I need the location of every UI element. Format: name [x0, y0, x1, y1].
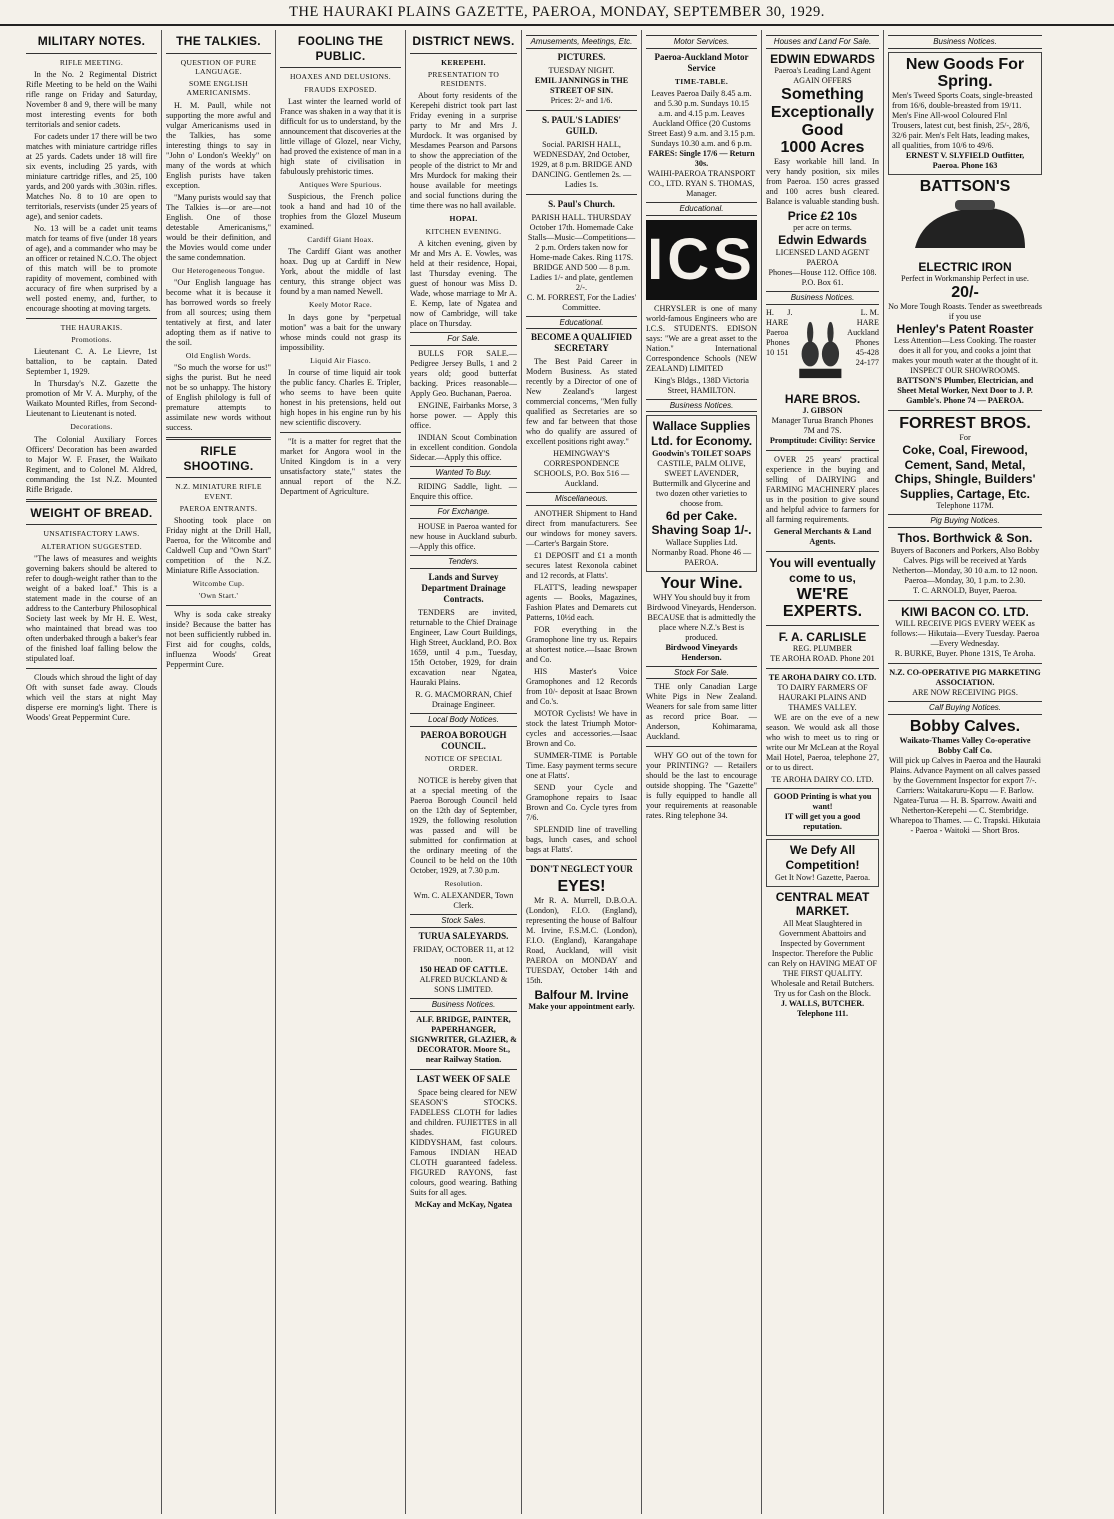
secretary-heading: BECOME A QUALIFIED SECRETARY: [530, 332, 633, 354]
pictures-film: EMIL JANNINGS in THE STREET OF SIN.: [534, 75, 629, 95]
section-educational: Educational.: [646, 202, 757, 216]
hare-manager: Manager Turua Branch Phones 7M and 7S.: [771, 416, 874, 436]
carlisle-trade: REG. PLUMBER: [792, 644, 853, 654]
motor-heading: Paeroa-Auckland Motor Service: [654, 51, 749, 73]
headline-the-talkies: THE TALKIES.: [176, 34, 261, 48]
paragraph: Shooting took place on Friday night at the Drill Hall, Paeroa, for the Witcombe and Caldwell Cup and "Own Start" competition of the N.Z. Miniature Rifle Association.: [166, 516, 271, 576]
council-text: NOTICE is hereby given that at a special meeting of the Paeroa Borough Council held on the 12th day of September, 1929, the following resolution was passed and will be submitted for confirmation at the ordinary meeting of the Council to be held on the 10th October, 1929, at 7.30 p.m.: [410, 775, 517, 875]
subhead-haurakis: THE HAURAKIS.: [60, 322, 123, 332]
column-7: [762, 30, 884, 1514]
coop-heading: N.Z. CO-OPERATIVE PIG MARKETING ASSOCIATION.: [889, 668, 1041, 688]
paragraph: Suspicious, the French police took a hand and had 10 of the trophies from the Glozel Museum examined.: [280, 192, 401, 231]
motor-fares: FARES: Single 17/6 — Return 30s.: [648, 148, 755, 168]
section-motor: Motor Services.: [646, 35, 757, 49]
subhead-unsatisfactory-laws: UNSATISFACTORY LAWS.: [43, 529, 140, 539]
hare-row: [766, 308, 879, 392]
subhead: Old English Words.: [185, 350, 252, 360]
wine-text: WHY You should buy it from Birdwood Vineyards, Henderson. BECAUSE that is admittedly the place where N.Z.'s Best is produced.: [646, 592, 757, 642]
edwards-terms: per acre on terms.: [793, 223, 852, 233]
classified-ad: SPLENDID line of travelling bags, lunch cases, and school bags at Flatts'.: [526, 825, 637, 855]
hare-merchants: General Merchants & Land Agents.: [773, 527, 872, 547]
section-amusements: Amusements, Meetings, Etc.: [526, 35, 637, 49]
hare-brand: HARE BROS.: [784, 391, 861, 406]
subhead: Liquid Air Fiasco.: [310, 355, 371, 365]
paragraph: "So much the worse for us!" sighs the purist. But he need not be so unhappy. The history of English philology is full of premature attempts to assimilate new words without success.: [166, 363, 271, 433]
tender-signature: R. G. MACMORRAN, Chief Drainage Engineer.: [415, 689, 512, 709]
wallace-shaving: Shaving Soap 1/-.: [651, 523, 752, 538]
section-wanted: Wanted To Buy.: [410, 466, 517, 480]
edwards-tagline: Paeroa's Leading Land Agent AGAIN OFFERS: [774, 66, 871, 86]
forrest-for: For: [959, 432, 971, 442]
saleyards-date: FRIDAY, OCTOBER 11, at 12 noon.: [413, 944, 514, 964]
ics-text: CHRYSLER is one of many world-famous Engineers who are I.C.S. STUDENTS. EDISON says: "We are a great asset to the Nation." International Correspondence Schools (NEW ZEALAND) LIMITED: [646, 303, 757, 373]
paragraph: Lieutenant C. A. Le Lievre, 1st battalion, to be captain. Dated September 1, 1929.: [26, 347, 157, 377]
eyes-heading: DON'T NEGLECT YOUR: [530, 864, 633, 875]
battson-signature: BATTSON'S Plumber, Electrician, and Sheet Metal Worker, Next Door to J. P. Gamble's. Phone 74 — PAEROA.: [896, 376, 1034, 406]
church-signature: C. M. FORREST, For the Ladies' Committee.: [526, 292, 637, 312]
edwards-headline: Something Exceptionally Good: [770, 86, 875, 139]
carlisle-address: TE AROHA ROAD. Phone 201: [770, 654, 875, 664]
section-for-sale: For Sale.: [410, 332, 517, 346]
classified-ad: £1 DEPOSIT and £1 a month secures latest Rexonola cabinet and 12 records, at Flatts'.: [526, 551, 637, 581]
section-business: Business Notices.: [766, 291, 879, 305]
section-stock-sales: Stock Sales.: [410, 914, 517, 928]
forrest-heading: FORREST BROS.: [899, 415, 1031, 433]
column-1: [22, 30, 162, 1514]
church-heading: S. Paul's Church.: [548, 198, 615, 209]
headline-weight-of-bread: WEIGHT OF BREAD.: [30, 505, 153, 520]
wallace-ad: [646, 415, 757, 572]
subhead-alteration: ALTERATION SUGGESTED.: [41, 541, 142, 551]
subhead: KITCHEN EVENING.: [425, 226, 502, 236]
sale-text: Space being cleared for NEW SEASON'S STOCKS. FADELESS CLOTH for ladies and children. FUJIETTES in all shades. FIGURED KIDDYSHAM, fast colours. Famous INDIAN HEAD CLOTH guaranteed fadeless. FIGURED RAYONS, fast colours, good wearing. Bathing Suits for all ages.: [410, 1087, 517, 1197]
slyfield-text: Men's Tweed Sports Coats, single-breasted from 16/6, double-breasted from 19/11. Men's Fine All-wool Coloured Flnl Trousers, latest cut, best finish, 25/-, 28/6, 32/6 pair. Men's Felt Hats, leading makes, all qualities, from 10/6 to 49/6.: [892, 90, 1033, 150]
guild-text: Social. PARISH HALL, WEDNESDAY, 2nd October, 1929, at 8 p.m. BRIDGE AND DANCING. Gentlemen 2s. — Ladies 1s.: [531, 139, 632, 189]
iron-icon: [895, 198, 1035, 258]
motor-timetable: TIME-TABLE.: [674, 76, 729, 86]
borthwick-heading: Thos. Borthwick & Son.: [897, 531, 1033, 546]
tender-heading: Lands and Survey Department Drainage Contracts.: [421, 571, 506, 604]
calves-heading: Bobby Calves.: [909, 718, 1021, 736]
paragraph: "Our English language has become what it is because it has borrowed words so freely from all sources; using them tentatively at first, and later adopting them as if native to the soil.: [166, 277, 271, 347]
rabbit-logo-icon: [793, 310, 848, 390]
edwards-title: LICENSED LAND AGENT PAEROA: [775, 248, 870, 267]
classified-ad: BULLS FOR SALE.—Pedigree Jersey Bulls, 1 and 2 years old; good butterfat backing. Prices reasonable—Apply Geo. Buchanan, Paeroa.: [410, 348, 517, 398]
ics-logo: ICS: [646, 220, 757, 300]
classified-ad: SEND your Cycle and Gramophone repairs to Isaac Brown and Co. Cycle tyres from 7/6.: [526, 783, 637, 823]
battson-text: No More Tough Roasts. Tender as sweetbreads if you use: [888, 301, 1042, 321]
battson-roaster-text: Less Attention—Less Cooking. The roaster does it all for you, and cooks a joint that makes your mouth water at the thought of it. INSPECT OUR SHOWROOMS.: [892, 336, 1038, 376]
secretary-text: The Best Paid Career in Modern Business. As stated recently by a Director of one of New Zealand's largest commercial concerns, "Men fully qualified as Secretaries are so few and far between that those who do qualify are assured of excellent positions right away.": [526, 357, 637, 447]
slyfield-heading: New Goods For Spring.: [905, 55, 1025, 91]
classified-ad: FLATT'S, leading newspaper agents — Books, Magazines, Fashion Plates and Demarets cut Patterns, 10½d each.: [526, 583, 637, 623]
paragraph: A kitchen evening, given by Mr and Mrs A. E. Vowles, was held at their residence, Hopai, last Thursday evening. The guest of honour was Miss D. Wade, whose marriage to Mr A. E. Kemp, late of Ngatea and now of Cambridge, will take place on Thursday.: [410, 238, 517, 328]
printing-line-1: GOOD Printing is what you want!: [773, 792, 872, 812]
classified-ad: SUMMER-TIME is Portable Time. Easy payment terms secure one at Flatts'.: [526, 751, 637, 781]
coop-text: ARE NOW RECEIVING PIGS.: [912, 688, 1018, 698]
kiwi-signature: R. BURKE, Buyer. Phone 131S, Te Aroha.: [894, 649, 1036, 659]
classified-ad: HOUSE in Paeroa wanted for new house in Auckland suburb.—Apply this office.: [410, 522, 517, 552]
borthwick-signature: T. C. ARNOLD, Buyer, Paeroa.: [913, 585, 1017, 595]
battson-heading: BATTSON'S: [919, 177, 1011, 195]
hare-slogan: Promptitude: Civility: Service: [769, 436, 876, 446]
dairy-heading: TE AROHA DAIRY CO. LTD.: [768, 673, 877, 683]
saleyards-heading: TURUA SALEYARDS.: [418, 930, 509, 941]
pictures-day: TUESDAY NIGHT.: [548, 65, 615, 75]
paragraph: The Colonial Auxiliary Forces Officers' Decoration has been awarded to Major W. F. Fraser, the Waikato Regiment, and to Colonel M. Aldred, commanding the 1st N.Z. Mounted Rifle Brigade.: [26, 434, 157, 494]
secretary-signature: HEMINGWAY'S CORRESPONDENCE SCHOOLS, P.O. Box 516 — Auckland.: [533, 449, 630, 489]
ics-address: King's Bldgs., 138D Victoria Street, HAMILTON.: [654, 375, 749, 395]
edwards-acres: 1000 Acres: [780, 139, 865, 157]
edwards-name: Edwin Edwards: [778, 233, 867, 248]
subhead: Antiques Were Spurious.: [299, 179, 382, 189]
subhead: N.Z. MINIATURE RIFLE EVENT.: [175, 482, 262, 501]
section-stock: Stock For Sale.: [646, 666, 757, 680]
wallace-soaps: Goodwin's TOILET SOAPS: [652, 448, 751, 458]
subhead: Our Heterogeneous Tongue.: [171, 265, 266, 275]
hare-left: H. J. HARE Paeroa Phones 10 151: [766, 307, 793, 357]
competition-ad: [766, 839, 879, 886]
paragraph: In Thursday's N.Z. Gazette the promotion of Mr V. A. Murphy, of the Waikato Mounted Rifles, from Second-Lieutenant to Lieutenant is noted.: [26, 379, 157, 419]
pictures-prices: Prices: 2/- and 1/6.: [550, 95, 613, 105]
kiwi-text: WILL RECEIVE PIGS EVERY WEEK as follows:— Hikutaia—Every Tuesday. Paeroa—Every Wednesday.: [890, 619, 1040, 649]
paragraph: About forty residents of the Kerepehi district took part last Friday evening in a surprise party to Mr and Mrs J. Murdock. It was organised by Mesdames Pearson and Parsons to show the appreciation of the people of the district to Mr and Mrs Murdock for making their house available for meetings and social functions during the time there was no hall available.: [410, 91, 517, 211]
saleyards-signature: ALFRED BUCKLAND & SONS LIMITED.: [419, 974, 508, 994]
subhead: PRESENTATION TO RESIDENTS.: [427, 69, 500, 89]
paragraph: H. M. Paull, while not supporting the more awful and vulgar Americanisms used in the Talkies, has some interesting things to say in "John o' London's Weekly" on many of the words at which English purists have taken exception.: [166, 100, 271, 190]
section-business: Business Notices.: [410, 998, 517, 1012]
subhead: FRAUDS EXPOSED.: [304, 84, 377, 94]
masthead: THE HAURAKI PLAINS GAZETTE, PAEROA, MONDAY, SEPTEMBER 30, 1929.: [0, 0, 1114, 26]
subhead: Keely Motor Race.: [308, 300, 373, 310]
experts-line: You will eventually come to us,: [769, 556, 876, 585]
column-2: [162, 30, 276, 1514]
column-3: [276, 30, 406, 1514]
sale-signature: McKay and McKay, Ngatea: [414, 1199, 513, 1209]
saleyards-cattle: 150 HEAD OF CATTLE.: [419, 964, 508, 974]
slyfield-ad: [888, 52, 1042, 175]
edwards-heading: EDWIN EDWARDS: [770, 51, 875, 66]
subhead-rifle-meeting: RIFLE MEETING.: [59, 57, 124, 67]
eyes-signature: Balfour M. Irvine: [534, 987, 629, 1002]
wine-signature: Birdwood Vineyards Henderson.: [665, 642, 738, 662]
experts-heading: WE'RE EXPERTS.: [782, 585, 863, 621]
council-heading: PAEROA BOROUGH COUNCIL.: [420, 729, 507, 751]
paragraph: In course of time liquid air took the public fancy. Charles E. Tripler, who seems to have been quite honest in his pretensions, held out high hopes in his engine run by his new scientific discovery.: [280, 367, 401, 427]
section-local-body: Local Body Notices.: [410, 713, 517, 727]
eyes-big: EYES!: [557, 878, 606, 896]
section-tenders: Tenders.: [410, 555, 517, 569]
printing-ad: [766, 788, 879, 836]
column-5: [522, 30, 642, 1514]
motor-text: Leaves Paeroa Daily 8.45 a.m. and 5.30 p.m. Sundays 10.15 a.m. and 4.15 p.m. Leaves Auckland Office (20 Customs Street East) 9 a.m. and 3.15 p.m. Sundays 10.30 a.m. and 6 p.m.: [647, 88, 756, 148]
section-educational: Educational.: [526, 316, 637, 330]
kiwi-heading: KIWI BACON CO. LTD.: [901, 604, 1029, 619]
newspaper-columns: [22, 30, 1104, 1514]
section-business: Business Notices.: [646, 399, 757, 413]
borthwick-text: Buyers of Baconers and Porkers, Also Bobby Calves. Pigs will be received at Yards Netherton—Monday, 30 10 a.m. to 12 noon. Paeroa—Monday, 30, 1 p.m. to 2.30.: [890, 545, 1040, 585]
dairy-text: WE are on the eve of a new season. We would ask all those who wish to meet us to ring or write our Mr McLean at the Royal Mail Hotel, Paeroa, telephone 27, or to us direct.: [766, 713, 879, 773]
dairy-subhead: TO DAIRY FARMERS OF HAURAKI PLAINS AND THAMES VALLEY.: [777, 683, 868, 713]
paragraph: No. 13 will be a cadet unit teams match for teams of five (under 18 years of age), and a commander who may be an officer or retained N.C.O. The object of this match will be to promote rapidity of movement, combined with accuracy of fire when surprised by a well posted enemy, and, further, to encourage shooting at moving targets.: [26, 223, 157, 313]
classified-ad: RIDING Saddle, light. — Enquire this office.: [410, 482, 517, 502]
eyes-appointment: Make your appointment early.: [528, 1002, 635, 1012]
classified-ad: MOTOR Cyclists! We have in stock the latest Triumph Motor-cycles and accessories.—Isaac Brown and Co.: [526, 709, 637, 749]
headline-military-notes: MILITARY NOTES.: [37, 34, 146, 48]
paragraph: For cadets under 17 there will be two matches with miniature cartridge rifles at 25 yards. Cadets under 18 will fire six events, including 25 yards, with miniature cartridge rifles, and 25, 100 yards, and 200 yards with .303in. rifles. Matches No. 8 to 10 are open to territorials, reservists (under 25 years of age), and senior cadets.: [26, 131, 157, 221]
competition-heading: We Defy All Competition!: [785, 843, 860, 873]
pictures-heading: PICTURES.: [557, 51, 606, 62]
subhead: 'Own Start.': [198, 591, 239, 601]
paragraph: "It is a matter for regret that the market for Angora wool in the United Kingdom is in a very unsatisfactory state," states the annual report of the N.Z. Department of Agriculture.: [280, 436, 401, 496]
section-calf-buying: Calf Buying Notices.: [888, 701, 1042, 715]
column-8: [884, 30, 1046, 1514]
subhead: Cardiff Giant Hoax.: [307, 235, 374, 244]
printing-line-2: IT will get you a good reputation.: [784, 812, 861, 832]
carlisle-heading: F. A. CARLISLE: [778, 629, 867, 644]
classified-ad: HIS Master's Voice Gramophones and 12 Records from 10/- deposit at Isaac Brown and Co.'s.: [526, 667, 637, 707]
paragraph: In the No. 2 Regimental District Rifle Meeting to be held on the Waihi rifle range on Friday and Saturday, November 8 and 9, there will be many most interesting events for both territorials and senior cadets.: [26, 69, 157, 129]
paragraph: In days gone by "perpetual motion" was a bait for the unwary whose minds could not grasp its impossibility.: [280, 312, 401, 352]
subhead: PAEROA ENTRANTS.: [179, 503, 258, 513]
council-subhead: NOTICE OF SPECIAL ORDER.: [424, 754, 503, 773]
council-resolution: Resolution.: [444, 878, 483, 888]
meat-text: All Meat Slaughtered in Government Abattoirs and Inspected by Government Inspector. Therefore the Public can Rely on HAVING MEAT OF THE FIRST QUALITY. Wholesale and Retail Butchers. Try us for Cash on the Block.: [767, 918, 878, 998]
forrest-phone: Telephone 117M.: [936, 501, 994, 511]
paragraph: "The laws of measures and weights governing bakers should be altered to refer to dough-weight rather than to the weight of a baked loaf." This is a statement made in the course of an address to the Canterbury Philosophical Society last week by Mr H. E. West, who maintained that bread was too often underbaked through a baker's fear of the finished loaf falling below the stipulated loaf.: [26, 553, 157, 663]
battson-roaster: Henley's Patent Roaster: [896, 321, 1034, 336]
wallace-price: 6d per Cake.: [665, 508, 738, 523]
section-exchange: For Exchange.: [410, 505, 517, 519]
eyes-text: Mr R. A. Murrell, D.B.O.A. (London), F.I.O. (England), representing the house of Balfour M. Irvine, F.S.M.C. (London), F.I.O. (England), Karangahape Road, Auckland, will visit PAEROA on MONDAY and TUESDAY, October 14th and 15th.: [526, 895, 637, 985]
headline-rifle-shooting: RIFLE SHOOTING.: [183, 444, 254, 473]
meat-signature: J. WALLS, BUTCHER. Telephone 111.: [780, 998, 865, 1018]
calves-text: Will pick up Calves in Paeroa and the Hauraki Plains. Advance Payment on all calves passed by the Government Inspector for export 7/-. Carriers: Waitakaruru-Kopu — F. Barlow. Ngatea-Turua — H. B. Sparrow. Awaiti and Netherton-Kerepehi — C. Stembridge. Wharepoa to Thames. — C. Trapski. Hikutaia - Paeroa - Waitoki — Short Bros.: [888, 755, 1041, 835]
guild-heading: S. PAUL'S LADIES' GUILD.: [541, 114, 622, 136]
church-text: PARISH HALL. THURSDAY October 17th. Homemade Cake Stalls—Music—Competitions—2 p.m. Orders taken now for Home-made Cakes. Ring 117S. BRIDGE AND 500 — 8 p.m. Ladies 1/- and plate, gentlemen 2/-.: [527, 212, 636, 292]
dairy-signature: TE AROHA DAIRY CO. LTD.: [771, 775, 874, 785]
wallace-heading: Wallace Supplies Ltd. for Economy.: [650, 419, 753, 449]
headline-fooling-the-public: FOOLING THE PUBLIC.: [297, 34, 384, 63]
motor-signature: WAIHI-PAEROA TRANSPORT CO., LTD. RYAN S. THOMAS, Manager.: [647, 168, 756, 198]
section-misc: Miscellaneous.: [526, 492, 637, 506]
paragraph: Why is soda cake streaky inside? Because the batter has not been sufficiently rubbed in. First aid for coughs, colds, influenza Woods' Great Peppermint Cure.: [166, 609, 271, 669]
subhead: HOAXES AND DELUSIONS.: [289, 72, 391, 82]
section-pig-buying: Pig Buying Notices.: [888, 514, 1042, 528]
classified-ad: THE only Canadian Large White Pigs in New Zealand. Weaners for sale from same litter as record price Boar. — Anderson, Kohimarama, Auckland.: [646, 682, 757, 742]
wallace-text: CASTILE, PALM OLIVE, SWEET LAVENDER, Buttermilk and Glycerine and two dozen other varieties to choose from.: [652, 458, 751, 508]
wallace-signature: Wallace Supplies Ltd. Normanby Road. Phone 46 — PAEROA.: [651, 537, 752, 567]
classified-ad: ANOTHER Shipment to Hand direct from manufacturers. See our windows for money savers.—Carter's Bargain Store.: [526, 509, 637, 549]
edwards-price: Price £2 10s: [787, 208, 858, 223]
classified-ad: FOR everything in the Gramophone line try us. Repairs at shortest notice.—Isaac Brown and Co.: [526, 625, 637, 665]
wine-heading: Your Wine.: [660, 574, 743, 592]
column-6: [642, 30, 762, 1514]
classified-ad: WHY GO out of the town for your PRINTING? — Retailers should be the last to encourage outside shopping. The "Gazette" is fully equipped to handle all your requirements at reasonable rates. Ring telephone 34.: [646, 751, 757, 821]
column-4: [406, 30, 522, 1514]
subhead-kerepehi: KEREPEHI.: [441, 57, 486, 67]
sale-heading: LAST WEEK OF SALE: [416, 1073, 511, 1084]
section-business: Business Notices.: [888, 35, 1042, 49]
section-houses-land: Houses and Land For Sale.: [766, 35, 879, 49]
paragraph: Last winter the learned world of France was shaken in a way that it is difficult for us to understand, by the announcement that discoveries at the little village of Glozel, near Vichy, had proved the existence of man in a high state of civilisation in fabulously prehistoric times.: [280, 96, 401, 176]
battson-product: ELECTRIC IRON: [918, 259, 1012, 274]
hare-gibson: J. GIBSON: [802, 406, 843, 416]
edwards-phones: Phones—House 112. Office 108. P.O. Box 61.: [768, 268, 877, 287]
subhead: Witcombe Cup.: [192, 579, 245, 589]
hare-right: L. M. HARE Auckland Phones 45-428 24-177: [847, 307, 880, 367]
subhead-hopai: HOPAI.: [449, 214, 478, 224]
tender-text: TENDERS are invited, returnable to the Chief Drainage Engineer, Law Court Buildings, High Street, Auckland, P.O. Box 1659, until 4 p.m., Tuesday, 15th October, 1929, for drain excavation near Ngatea, Hauraki Plains.: [410, 607, 517, 687]
council-signature: Wm. C. ALEXANDER, Town Clerk.: [413, 891, 514, 911]
paragraph: "Many purists would say that The Talkies is—or are—not English. One of those detestable Americanisms," would be their definition, and the Movies would come under the same condemnation.: [166, 192, 271, 262]
paragraph: Clouds which shroud the light of day Oft with sunset fade away. Clouds which veil the stars at night May disperse ere morning's light. There is Woods' Great Peppermint Cure.: [26, 672, 157, 722]
headline-district-news: DISTRICT NEWS.: [412, 34, 515, 48]
business-ad: ALF. BRIDGE, PAINTER, PAPERHANGER, SIGNWRITER, GLAZIER, & DECORATOR. Moore St., near Railway Station.: [410, 1014, 517, 1064]
battson-price: 20/-: [951, 284, 979, 302]
edwards-text: Easy workable hill land. In very handy position, six miles from Paeroa. 150 acres grassed and 100 acres bush cleared. Balance is valuable standing bush.: [766, 156, 880, 206]
competition-text: Get It Now! Gazette, Paeroa.: [774, 872, 871, 882]
subhead: QUESTION OF PURE LANGUAGE.: [180, 57, 257, 76]
calves-company: Waikato-Thames Valley Co-operative Bobby Calf Co.: [899, 735, 1031, 755]
classified-ad: ENGINE, Fairbanks Morse, 3 horse power. — Apply this office.: [410, 400, 517, 430]
meat-heading: CENTRAL MEAT MARKET.: [775, 889, 870, 919]
paragraph: The Cardiff Giant was another hoax. Dug up at Cardiff in New York, about the middle of last century, this strange object was found by a man named Newell.: [280, 247, 401, 297]
hare-text: OVER 25 years' practical experience in the buying and selling of DAIRYING and FARMING MACHINERY places us in the position to give sound and helpful advice to farmers for all farming requirements.: [766, 455, 879, 525]
slyfield-signature: ERNEST V. SLYFIELD Outfitter, Paeroa. Phone 163: [905, 150, 1025, 170]
subhead: SOME ENGLISH AMERICANISMS.: [186, 79, 251, 98]
subhead-promotions: Promotions.: [71, 335, 112, 345]
battson-perfect: Perfect in Workmanship Perfect in use.: [901, 274, 1029, 284]
classified-ad: INDIAN Scout Combination in excellent condition. Gondola Sidecar.—Apply this office.: [410, 432, 517, 462]
subhead-decorations: Decorations.: [70, 422, 113, 432]
forrest-text: Coke, Coal, Firewood, Cement, Sand, Metal, Chips, Shingle, Builders' Supplies, Cartage, Etc.: [894, 442, 1036, 501]
